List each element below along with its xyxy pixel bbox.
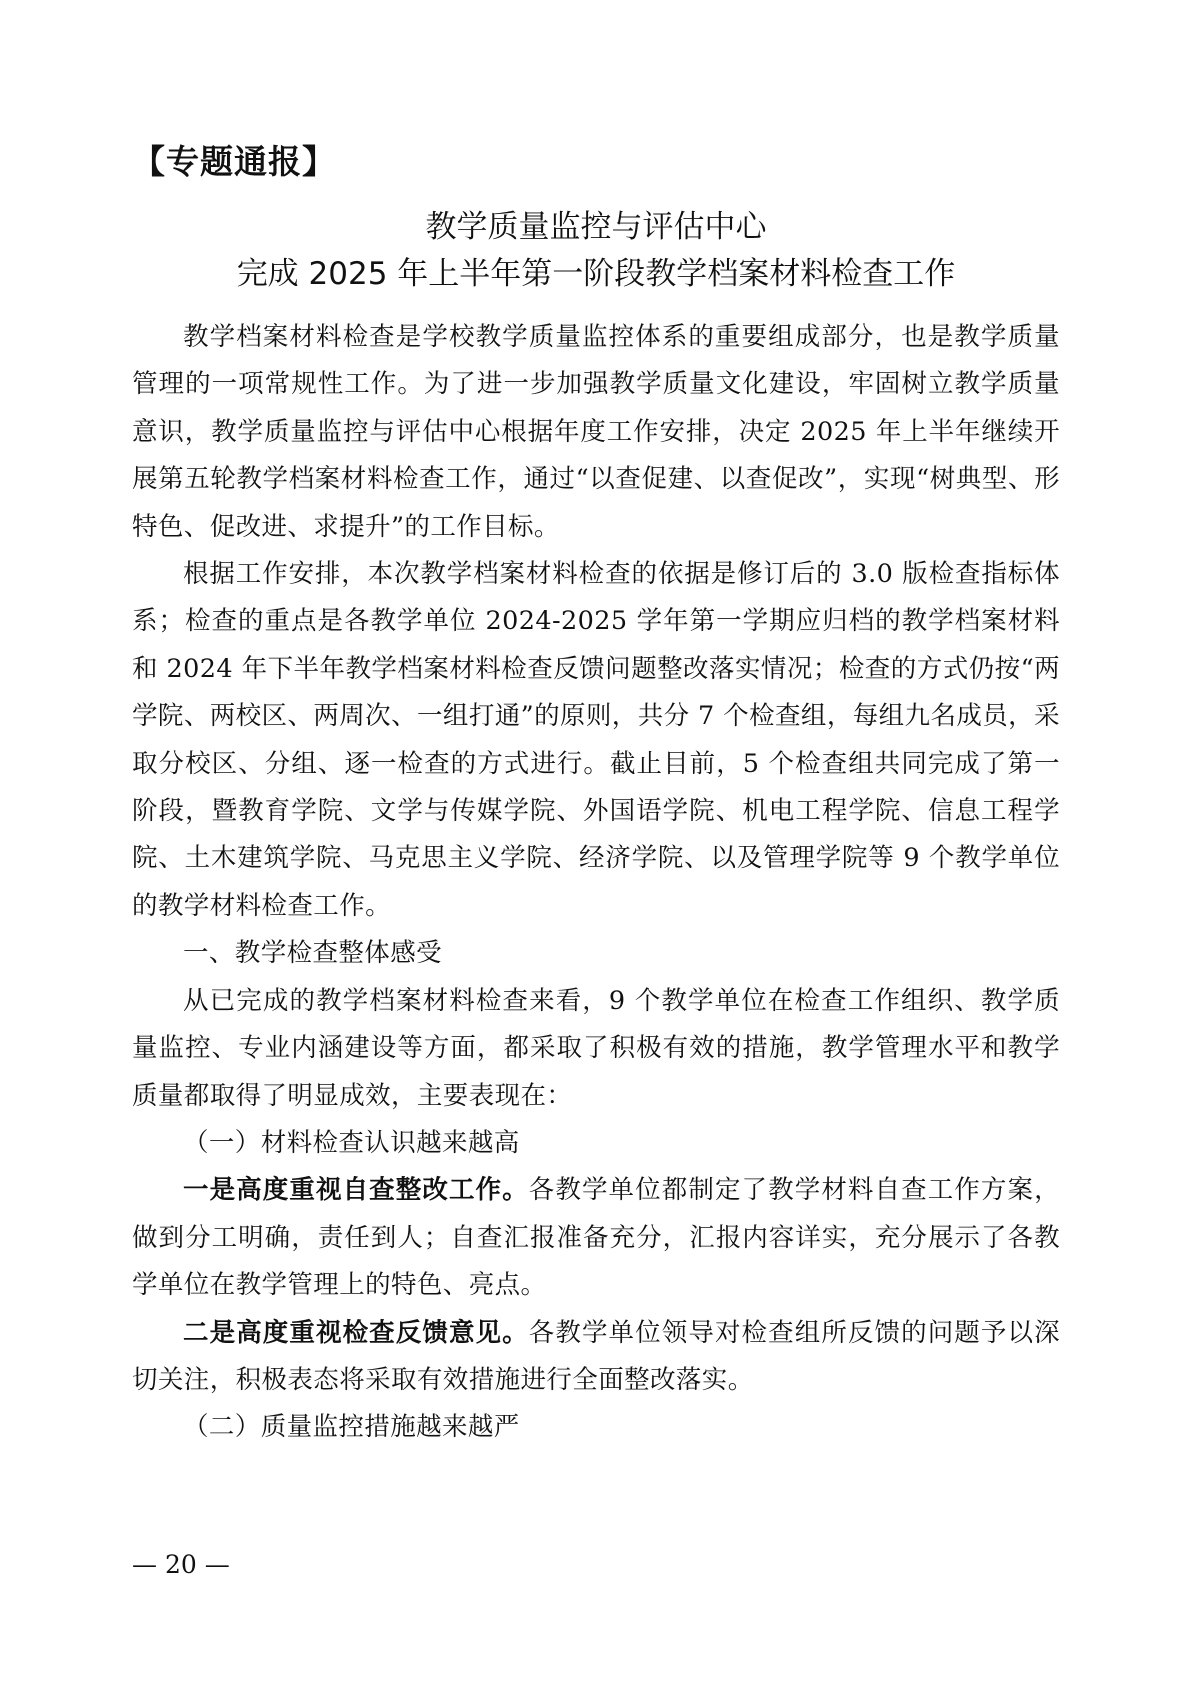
- paragraph-feedback: [132, 1310, 1060, 1405]
- section-tag: 【专题通报】: [132, 142, 336, 181]
- page-number: — 20 —: [132, 1550, 230, 1579]
- section-heading-overall: 一、教学检查整体感受: [183, 938, 443, 969]
- paragraph-self-check: [132, 1167, 1060, 1309]
- article-body: [132, 314, 1060, 1452]
- article-title-line-2: 完成 2025 年上半年第一阶段教学档案材料检查工作: [236, 256, 956, 292]
- subheading-awareness: （一）材料检查认识越来越高: [183, 1127, 520, 1158]
- paragraph-feedback-body: 各教学单位领导对检查组所反馈的问题予以深切关注，积极表态将采取有效措施进行全面整改落实。: [132, 1317, 1060, 1395]
- paragraph-feedback-lead: 二是高度重视检查反馈意见。: [183, 1317, 529, 1348]
- paragraph-arrangement: 根据工作安排，本次教学档案材料检查的依据是修订后的 3.0 版检查指标体系；检查的重点是各教学单位 2024-2025 学年第一学期应归档的教学档案材料和 2024 年下半年教学档案材料检查反馈问题整改落实情况；检查的方式仍按“两学院、两校区、两周次、一组打通”的原则，共分 7 个检查组，每组九名成员，采取分校区、分组、逐一检查的方式进行。截止目前，5 个检查组共同完成了第一阶段，暨教育学院、文学与传媒学院、外国语学院、机电工程学院、信息工程学院、土木建筑学院、马克思主义学院、经济学院、以及管理学院等 9 个教学单位的教学材料检查工作。: [132, 559, 1060, 921]
- paragraph-intro: 教学档案材料检查是学校教学质量监控体系的重要组成部分，也是教学质量管理的一项常规性工作。为了进一步加强教学质量文化建设，牢固树立教学质量意识，教学质量监控与评估中心根据年度工作安排，决定 2025 年上半年继续开展第五轮教学档案材料检查工作，通过“以查促建、以查促改”，实现“树典型、形特色、促改进、求提升”的工作目标。: [132, 322, 1060, 542]
- paragraph-self-check-lead: 一是高度重视自查整改工作。: [183, 1175, 529, 1206]
- article-title-line-1: 教学质量监控与评估中心: [425, 209, 767, 245]
- paragraph-overview: 从已完成的教学档案材料检查来看，9 个教学单位在检查工作组织、教学质量监控、专业内涵建设等方面，都采取了积极有效的措施，教学管理水平和教学质量都取得了明显成效，主要表现在：: [132, 985, 1060, 1111]
- subheading-monitoring: （二）质量监控措施越来越严: [183, 1412, 520, 1443]
- paragraph-self-check-body: 各教学单位都制定了教学材料自查工作方案，做到分工明确，责任到人；自查汇报准备充分，汇报内容详实，充分展示了各教学单位在教学管理上的特色、亮点。: [132, 1175, 1060, 1301]
